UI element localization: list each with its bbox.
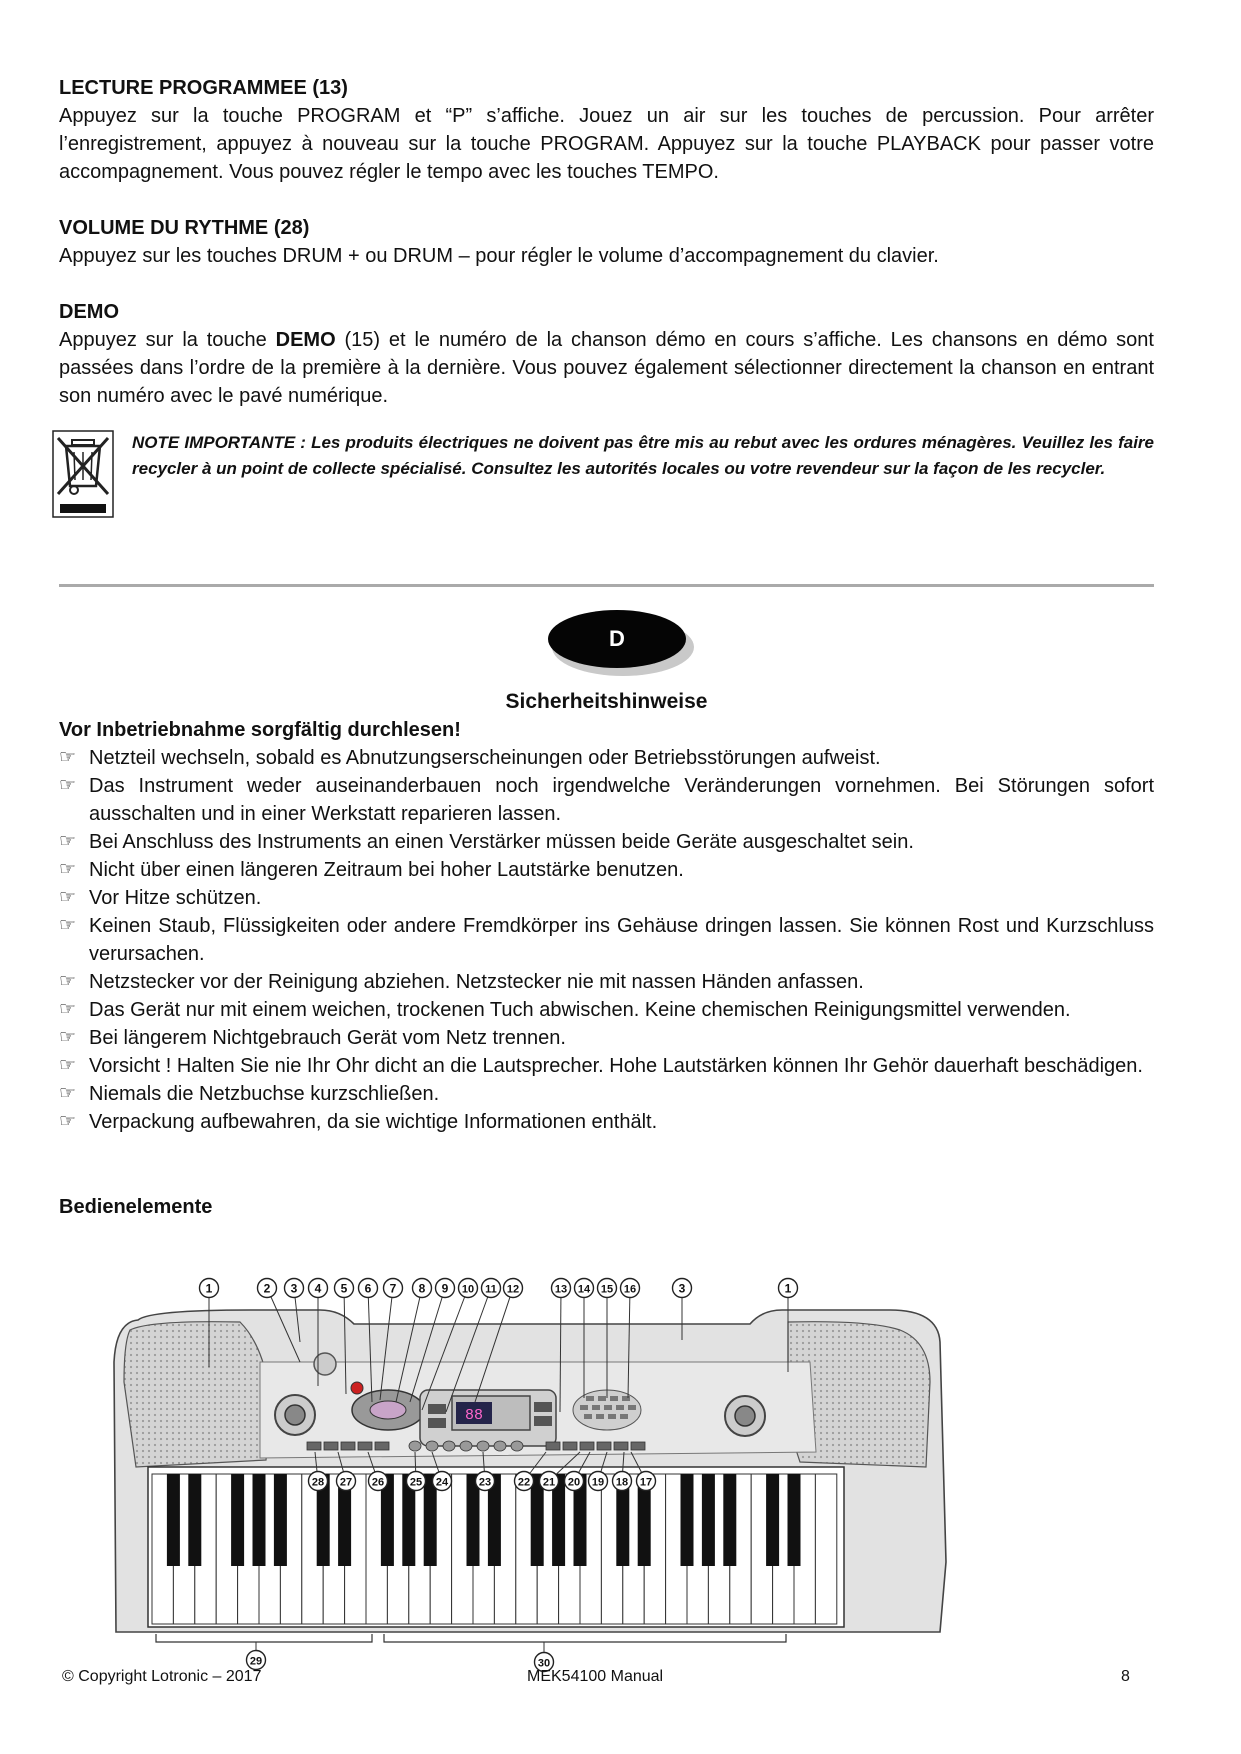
callout-number: 22 bbox=[517, 1476, 531, 1489]
callout-number: 27 bbox=[339, 1476, 353, 1489]
black-key bbox=[788, 1474, 801, 1566]
callout-number: 16 bbox=[623, 1283, 637, 1296]
callout-number: 3 bbox=[290, 1281, 298, 1296]
safety-item: ☞ Bei längerem Nichtgebrauch Gerät vom Netz trennen. bbox=[59, 1024, 1154, 1052]
volume-heading: VOLUME DU RYTHME (28) bbox=[59, 217, 310, 239]
black-key bbox=[702, 1474, 715, 1566]
safety-item: ☞ Das Instrument weder auseinanderbauen noch irgendwelche Veränderungen vornehmen. Bei Störungen sofort ausschalten und in einer Werkstatt reparieren lassen. bbox=[59, 772, 1154, 828]
safety-item: ☞ Vor Hitze schützen. bbox=[59, 884, 1154, 912]
callout-number: 7 bbox=[389, 1281, 397, 1296]
callout-number: 26 bbox=[371, 1476, 385, 1489]
callout-number: 13 bbox=[554, 1283, 568, 1296]
callout-number: 24 bbox=[435, 1476, 449, 1489]
language-badge-label: D bbox=[548, 610, 686, 668]
safety-item: ☞ Keinen Staub, Flüssigkeiten oder andere Fremdkörper ins Gehäuse dringen lassen. Sie können Rost und Kurzschluss verursachen. bbox=[59, 912, 1154, 968]
pointing-hand-icon: ☞ bbox=[59, 831, 77, 852]
pointing-hand-icon: ☞ bbox=[59, 887, 77, 908]
callout-number: 30 bbox=[537, 1657, 551, 1670]
safety-item: ☞ Bei Anschluss des Instruments an einen Verstärker müssen beide Geräte ausgeschaltet sein. bbox=[59, 828, 1154, 856]
section-divider bbox=[59, 584, 1154, 587]
callout-number: 28 bbox=[311, 1476, 325, 1489]
safety-item: ☞ Niemals die Netzbuchse kurzschließen. bbox=[59, 1080, 1154, 1108]
pointing-hand-icon: ☞ bbox=[59, 971, 77, 992]
left-button-row bbox=[307, 1442, 389, 1450]
black-key bbox=[167, 1474, 180, 1566]
safety-item: ☞ Netzteil wechseln, sobald es Abnutzungserscheinungen oder Betriebsstörungen aufweist. bbox=[59, 744, 1154, 772]
demo-heading: DEMO bbox=[59, 301, 119, 323]
left-speaker bbox=[124, 1322, 269, 1467]
safety-item: ☞ Nicht über einen längeren Zeitraum bei hoher Lautstärke benutzen. bbox=[59, 856, 1154, 884]
callout-number: 11 bbox=[485, 1283, 497, 1296]
black-key bbox=[723, 1474, 736, 1566]
lecture-heading: LECTURE PROGRAMMEE (13) bbox=[59, 77, 348, 99]
footer-manual: MEK54100 Manual bbox=[527, 1668, 664, 1685]
safety-item: ☞ Netzstecker vor der Reinigung abziehen. Netzstecker nie mit nassen Händen anfassen. bbox=[59, 968, 1154, 996]
black-key bbox=[274, 1474, 287, 1566]
lecture-text: Appuyez sur la touche PROGRAM et “P” s’affiche. Jouez un air sur les touches de percussion. Pour arrêter l’enregistrement, appuyez à nouveau sur la touche PROGRAM. Appuyez sur la touche PLAYBACK pour passer votre accompagnement. Vous pouvez régler le tempo avec les touches TEMPO. bbox=[59, 105, 1154, 183]
demo-text: Appuyez sur la touche DEMO (15) et le numéro de la chanson démo en cours s’affiche. Les chansons en démo sont passées dans l’ordre de la première à la dernière. Vous pouvez également sélectionner directement la chanson en entrant son numéro avec le pavé numérique. bbox=[59, 329, 1154, 407]
callout-number: 10 bbox=[461, 1283, 475, 1296]
pointing-hand-icon: ☞ bbox=[59, 747, 77, 768]
pointing-hand-icon: ☞ bbox=[59, 1027, 77, 1048]
callout-number: 29 bbox=[249, 1655, 263, 1668]
safety-item: ☞ Vorsicht ! Halten Sie nie Ihr Ohr dicht an die Lautsprecher. Hohe Lautstärken können Ihr Gehör dauerhaft beschädigen. bbox=[59, 1052, 1154, 1080]
callout-number: 25 bbox=[409, 1476, 423, 1489]
led-display-value: 88 bbox=[464, 1407, 484, 1424]
pointing-hand-icon: ☞ bbox=[59, 1055, 77, 1076]
safety-section bbox=[59, 716, 1154, 1136]
black-key bbox=[231, 1474, 244, 1566]
weee-bin-icon bbox=[52, 430, 114, 518]
callout-number: 2 bbox=[263, 1281, 271, 1296]
power-led bbox=[351, 1382, 363, 1394]
black-key bbox=[188, 1474, 201, 1566]
black-key bbox=[253, 1474, 266, 1566]
language-badge bbox=[548, 610, 694, 676]
note-text: NOTE IMPORTANTE : Les produits électriques ne doivent pas être mis au rebut avec les ordures ménagères. Veuillez les faire recycler à un point de collecte spécialisé. Consultez les autorités locales ou votre revendeur sur la façon de les recycler. bbox=[132, 433, 1154, 478]
callout-number: 5 bbox=[340, 1281, 348, 1296]
black-key bbox=[681, 1474, 694, 1566]
black-key bbox=[766, 1474, 779, 1566]
safety-subtitle: Vor Inbetriebnahme sorgfältig durchlesen! bbox=[59, 719, 461, 741]
safety-item: ☞ Verpackung aufbewahren, da sie wichtige Informationen enthält. bbox=[59, 1108, 1154, 1136]
callout-number: 12 bbox=[506, 1283, 520, 1296]
safety-title: Sicherheitshinweise bbox=[505, 690, 708, 713]
range-callouts bbox=[247, 1642, 554, 1672]
pointing-hand-icon: ☞ bbox=[59, 999, 77, 1020]
keyboard-diagram bbox=[110, 1262, 950, 1670]
footer-copyright: © Copyright Lotronic – 2017 bbox=[62, 1668, 262, 1685]
callout-number: 20 bbox=[567, 1476, 581, 1489]
volume-text: Appuyez sur les touches DRUM + ou DRUM – pour régler le volume d’accompagnement du clavier. bbox=[59, 245, 939, 267]
callout-number: 15 bbox=[600, 1283, 614, 1296]
safety-list bbox=[59, 744, 1154, 1136]
callout-number: 9 bbox=[441, 1281, 449, 1296]
white-key bbox=[815, 1474, 836, 1624]
safety-item: ☞ Das Gerät nur mit einem weichen, trockenen Tuch abwischen. Keine chemischen Reinigungsmittel verwenden. bbox=[59, 996, 1154, 1024]
callout-number: 17 bbox=[639, 1476, 653, 1489]
callout-number: 8 bbox=[418, 1281, 426, 1296]
callout-number: 4 bbox=[314, 1281, 322, 1296]
callout-number: 1 bbox=[784, 1281, 792, 1296]
pointing-hand-icon: ☞ bbox=[59, 775, 77, 796]
callout-number: 14 bbox=[577, 1283, 591, 1296]
callout-number: 19 bbox=[591, 1476, 605, 1489]
pointing-hand-icon: ☞ bbox=[59, 1111, 77, 1132]
pointing-hand-icon: ☞ bbox=[59, 915, 77, 936]
callout-number: 21 bbox=[542, 1476, 556, 1489]
callout-number: 18 bbox=[615, 1476, 629, 1489]
callout-number: 6 bbox=[364, 1281, 372, 1296]
page-content bbox=[59, 74, 1154, 522]
pointing-hand-icon: ☞ bbox=[59, 1083, 77, 1104]
callout-number: 3 bbox=[678, 1281, 686, 1296]
footer-page-number: 8 bbox=[1121, 1668, 1130, 1685]
important-note bbox=[59, 430, 1154, 522]
controls-title: Bedienelemente bbox=[59, 1196, 213, 1218]
callout-number: 23 bbox=[478, 1476, 492, 1489]
callout-number: 1 bbox=[205, 1281, 213, 1296]
pointing-hand-icon: ☞ bbox=[59, 859, 77, 880]
power-button bbox=[314, 1353, 336, 1375]
